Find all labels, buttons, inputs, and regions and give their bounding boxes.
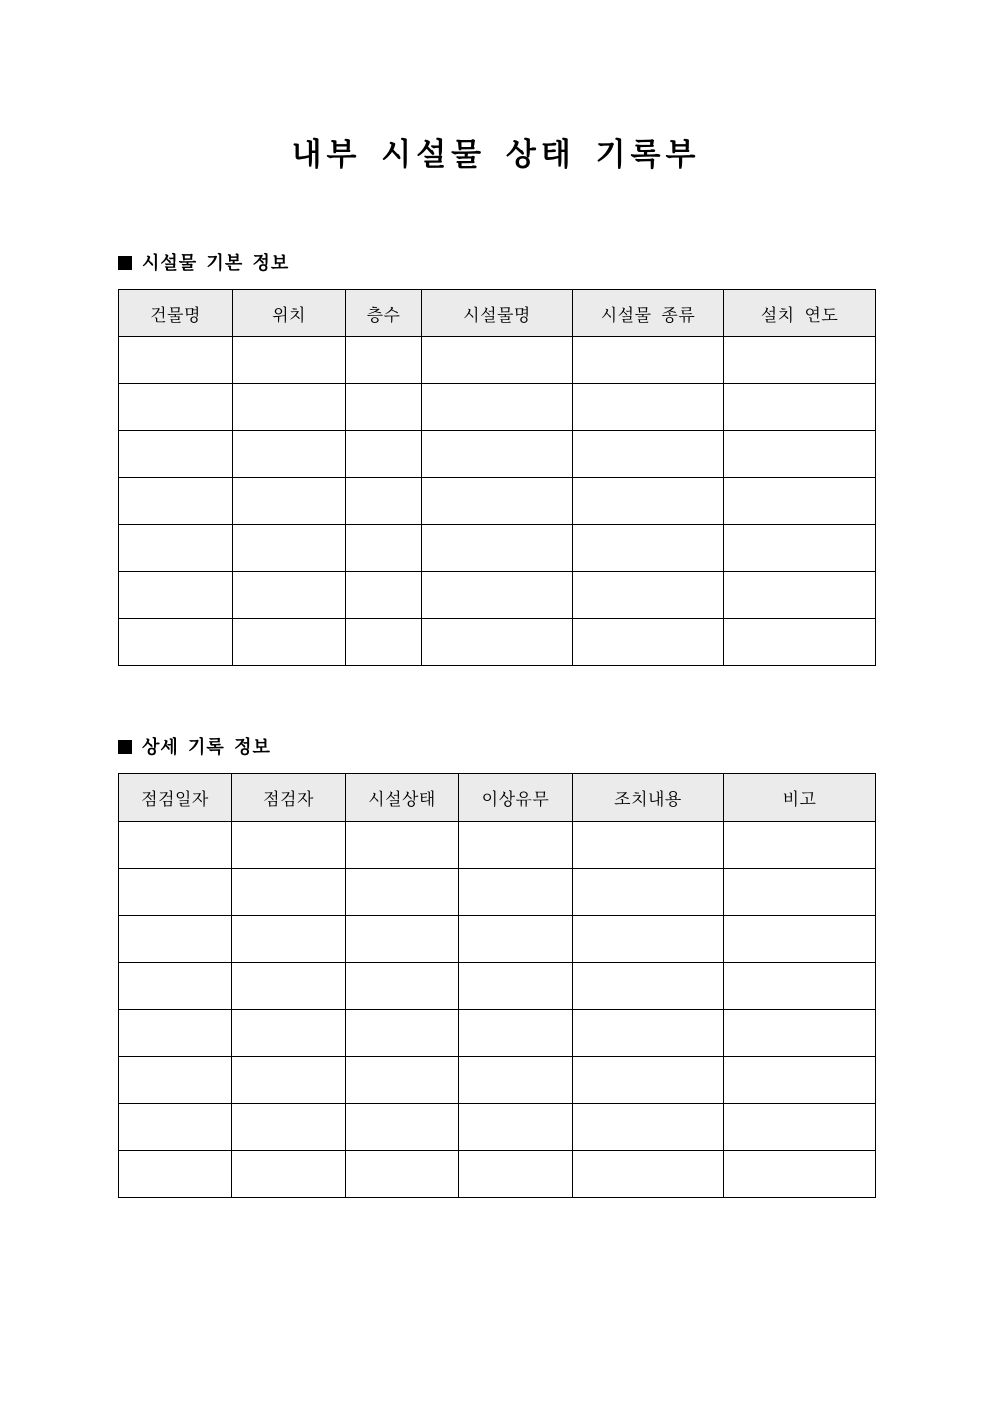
- table-header-row: [119, 774, 876, 822]
- table-cell[interactable]: [346, 572, 422, 619]
- table-row: [119, 1151, 876, 1198]
- table-row: [119, 384, 876, 431]
- table-cell[interactable]: [422, 525, 573, 572]
- table-cell[interactable]: [119, 619, 233, 666]
- table-cell[interactable]: [422, 572, 573, 619]
- square-bullet-icon: [118, 740, 132, 754]
- table-cell[interactable]: [573, 572, 724, 619]
- table-cell[interactable]: [573, 525, 724, 572]
- table-cell[interactable]: [233, 619, 346, 666]
- table-cell[interactable]: [233, 337, 346, 384]
- table-cell[interactable]: [459, 1151, 573, 1198]
- table-cell[interactable]: [119, 916, 232, 963]
- table-cell[interactable]: [573, 1104, 724, 1151]
- table-cell[interactable]: [346, 525, 422, 572]
- table-cell[interactable]: [119, 1151, 232, 1198]
- column-header: 점검일자: [119, 774, 232, 822]
- detail-record-table-body: [119, 822, 876, 1198]
- table-cell[interactable]: [346, 619, 422, 666]
- section-heading-facility-info: [118, 251, 289, 277]
- table-cell[interactable]: [233, 384, 346, 431]
- facility-info-table-body: [119, 337, 876, 666]
- table-cell[interactable]: [724, 869, 876, 916]
- table-cell[interactable]: [233, 572, 346, 619]
- table-row: [119, 525, 876, 572]
- table-cell[interactable]: [119, 1104, 232, 1151]
- table-cell[interactable]: [724, 384, 876, 431]
- table-cell[interactable]: [346, 963, 459, 1010]
- table-cell[interactable]: [573, 1010, 724, 1057]
- table-cell[interactable]: [346, 1057, 459, 1104]
- table-cell[interactable]: [724, 337, 876, 384]
- table-cell[interactable]: [573, 1057, 724, 1104]
- column-header: 층수: [346, 290, 422, 337]
- table-cell[interactable]: [724, 1104, 876, 1151]
- table-header-row: [119, 290, 876, 337]
- table-cell[interactable]: [119, 478, 233, 525]
- table-cell[interactable]: [573, 963, 724, 1010]
- table-cell[interactable]: [232, 822, 346, 869]
- table-cell[interactable]: [119, 822, 232, 869]
- table-cell[interactable]: [459, 916, 573, 963]
- table-cell[interactable]: [346, 1104, 459, 1151]
- table-cell[interactable]: [233, 525, 346, 572]
- column-header: 위치: [233, 290, 346, 337]
- table-cell[interactable]: [573, 1151, 724, 1198]
- table-cell[interactable]: [119, 572, 233, 619]
- table-cell[interactable]: [422, 384, 573, 431]
- table-row: [119, 572, 876, 619]
- table-cell[interactable]: [459, 822, 573, 869]
- table-cell[interactable]: [459, 869, 573, 916]
- table-cell[interactable]: [724, 822, 876, 869]
- column-header: 시설물명: [422, 290, 573, 337]
- table-row: [119, 337, 876, 384]
- table-cell[interactable]: [233, 431, 346, 478]
- square-bullet-icon: [118, 256, 132, 270]
- table-row: [119, 822, 876, 869]
- table-cell[interactable]: [346, 384, 422, 431]
- section-heading-detail-record: [118, 735, 271, 761]
- table-cell[interactable]: [422, 431, 573, 478]
- table-cell[interactable]: [346, 1010, 459, 1057]
- table-cell[interactable]: [724, 525, 876, 572]
- column-header: 시설물 종류: [573, 290, 724, 337]
- table-cell[interactable]: [724, 619, 876, 666]
- table-cell[interactable]: [573, 431, 724, 478]
- table-cell[interactable]: [346, 1151, 459, 1198]
- table-cell[interactable]: [573, 869, 724, 916]
- table-cell[interactable]: [119, 1010, 232, 1057]
- table-cell[interactable]: [724, 431, 876, 478]
- table-cell[interactable]: [346, 478, 422, 525]
- table-cell[interactable]: [573, 478, 724, 525]
- table-cell[interactable]: [232, 1010, 346, 1057]
- table-cell[interactable]: [119, 963, 232, 1010]
- table-cell[interactable]: [573, 619, 724, 666]
- table-cell[interactable]: [724, 478, 876, 525]
- table-row: [119, 1104, 876, 1151]
- table-cell[interactable]: [459, 1104, 573, 1151]
- table-cell[interactable]: [459, 1010, 573, 1057]
- table-cell[interactable]: [724, 1151, 876, 1198]
- table-cell[interactable]: [346, 337, 422, 384]
- table-cell[interactable]: [119, 525, 233, 572]
- table-cell[interactable]: [422, 619, 573, 666]
- table-row: [119, 916, 876, 963]
- table-cell[interactable]: [724, 572, 876, 619]
- table-cell[interactable]: [232, 1151, 346, 1198]
- table-cell[interactable]: [346, 822, 459, 869]
- table-row: [119, 963, 876, 1010]
- table-row: [119, 1057, 876, 1104]
- table-cell[interactable]: [119, 337, 233, 384]
- table-cell[interactable]: [232, 916, 346, 963]
- table-cell[interactable]: [724, 1010, 876, 1057]
- column-header: 점검자: [232, 774, 346, 822]
- table-cell[interactable]: [724, 963, 876, 1010]
- table-row: [119, 1010, 876, 1057]
- table-cell[interactable]: [346, 869, 459, 916]
- section-heading-label: 시설물 기본 정보: [142, 253, 290, 274]
- table-cell[interactable]: [459, 1057, 573, 1104]
- column-header: 시설상태: [346, 774, 459, 822]
- table-cell[interactable]: [573, 916, 724, 963]
- table-cell[interactable]: [232, 1104, 346, 1151]
- table-cell[interactable]: [232, 963, 346, 1010]
- table-cell[interactable]: [119, 869, 232, 916]
- column-header: 이상유무: [459, 774, 573, 822]
- table-row: [119, 869, 876, 916]
- section-heading-label: 상세 기록 정보: [142, 737, 271, 758]
- table-cell[interactable]: [346, 916, 459, 963]
- table-cell[interactable]: [724, 1057, 876, 1104]
- table-cell[interactable]: [422, 337, 573, 384]
- table-cell[interactable]: [346, 431, 422, 478]
- table-cell[interactable]: [422, 478, 573, 525]
- table-row: [119, 478, 876, 525]
- column-header: 조치내용: [573, 774, 724, 822]
- table-cell[interactable]: [233, 478, 346, 525]
- table-cell[interactable]: [573, 822, 724, 869]
- detail-record-table: [118, 773, 876, 1198]
- table-cell[interactable]: [119, 431, 233, 478]
- column-header: 건물명: [119, 290, 233, 337]
- facility-info-table: [118, 289, 876, 666]
- table-cell[interactable]: [459, 963, 573, 1010]
- table-cell[interactable]: [232, 869, 346, 916]
- page-title: 내부 시설물 상태 기록부: [291, 137, 701, 173]
- table-cell[interactable]: [573, 384, 724, 431]
- column-header: 설치 연도: [724, 290, 876, 337]
- table-row: [119, 431, 876, 478]
- table-cell[interactable]: [573, 337, 724, 384]
- table-cell[interactable]: [724, 916, 876, 963]
- table-cell[interactable]: [119, 1057, 232, 1104]
- table-row: [119, 619, 876, 666]
- table-cell[interactable]: [119, 384, 233, 431]
- column-header: 비고: [724, 774, 876, 822]
- table-cell[interactable]: [232, 1057, 346, 1104]
